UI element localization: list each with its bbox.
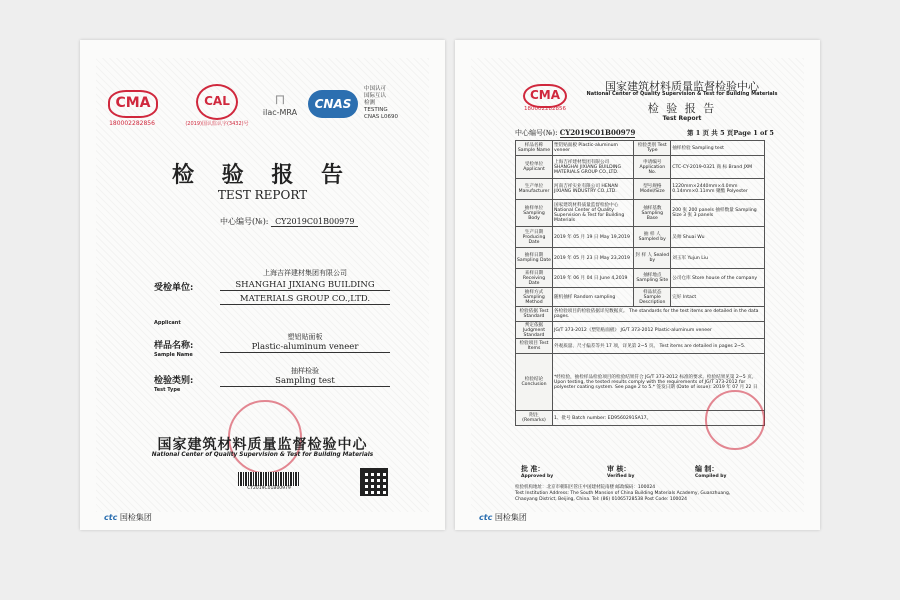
table-cell: 2019 年 05 月 19 日 May 19,2019 [553,227,634,248]
table-cell: 外观质量、尺寸偏差等共 17 项，详见第 2~5 页。 Test items are detailed in pages 2~5. [553,339,765,354]
table-cell: 抽样方式 Sampling Method [516,288,553,307]
table-cell: 抽样检验 Sampling test [671,141,765,156]
table-row [516,227,765,248]
table-row [516,156,765,179]
type-en: Sampling test [220,376,390,387]
table-cell: 检验依据 Test Standard [516,307,553,322]
cma-number: 180002282856 [109,120,155,127]
table-cell: 检验类别 Test Type [634,141,671,156]
applicant-label-en: Applicant [154,320,181,326]
ilac-mra-mark: ⊓ ilac-MRA [262,92,298,117]
table-cell: 200 张 200 panels 抽样数量 Sampling Size 3 张 3 panels [671,200,765,227]
table-row [516,322,765,339]
table-cell: 抽样地点 Sampling Site [634,269,671,288]
title-en: Test Report [662,115,702,122]
center-name-en: National Center of Quality Supervision & Test for Building Materials [151,452,374,458]
applicant-en-1: SHANGHAI JIXIANG BUILDING [220,280,390,291]
footer-logo: ctc 国检集团 [104,513,152,522]
applicant-en-2: MATERIALS GROUP CO.,LTD. [220,294,390,305]
cnas-text: 中国认可 国际互认 检测 TESTING CNAS L0690 [364,86,399,120]
table-row [516,248,765,269]
table-cell: 国家建筑材料质量监督检验中心 National Center of Quality Supervision & Test for Building Materials [553,200,634,227]
sample-en: Plastic-aluminum veneer [220,342,390,353]
cal-number: (2019)国认监认字(3432)号 [185,121,249,127]
page-info: 第 1 页 共 5 页Page 1 of 5 [687,129,774,137]
table-cell: 吴帅 Shuai Wu [671,227,765,248]
type-cn: 抽样检验 [291,367,319,375]
table-cell: 公司仓库 Store house of the company [671,269,765,288]
sample-cn: 塑铝贴面板 [287,333,323,341]
report-data-page [455,40,820,530]
table-cell: 河南吉祥实业有限公司 HENAN JIXIANG INDUSTRY CO.,LTD. [553,179,634,200]
table-row [516,179,765,200]
table-row [516,288,765,307]
type-label: 检验类别: [154,376,194,386]
table-cell: 各检验项目的检验依据详见数据页。 The standards for the test items are detailed in the data pages. [553,307,765,322]
report-cover-page [80,40,445,530]
sample-label: 样品名称: [154,341,194,351]
footer-logo: ctc 国检集团 [479,513,527,522]
table-cell: 样品状态 Sample Description [634,288,671,307]
table-cell: 完好 Intact [671,288,765,307]
table-cell: 上海吉祥建材集团有限公司 SHANGHAI JIXIANG BUILDING MATERIALS GROUP CO.,LTD. [553,156,634,179]
barcode-text: CY2019C01B00979 [247,486,291,491]
qr-code [360,468,388,496]
cma-number: 180002282856 [524,106,566,112]
table-cell: 检验项目 Test Items [516,339,553,354]
table-cell: 刘玉军 Yujun Liu [671,248,765,269]
table-cell: 受检单位 Applicant [516,156,553,179]
table-cell: CTC-CY-2019-0321 商 标 Brand JXM [671,156,765,179]
official-stamp [705,390,765,450]
table-cell: 抽样单位 Sampling Body [516,200,553,227]
table-row [516,307,765,322]
report-table [515,140,765,426]
address-block: 检验机构地址：北京市朝阳区管庄中国建材院南楼 邮政编码：100024 Test Institution Address: The South Mansion of China Building Materials Academy, Guanzhuang, Chaoyang District, Beijing, China. Tel: (86) 01065728538 Post Code: 100024 [515,485,731,502]
table-row [516,269,765,288]
table-cell: 随机抽样 Random sampling [553,288,634,307]
table-cell: 抽 样 人 Sampled by [634,227,671,248]
cnas-mark: CNAS [308,90,358,118]
sample-label-en: Sample Name [154,352,193,358]
barcode [238,472,300,486]
table-cell: 样品名称 Sample Name [516,141,553,156]
table-cell: 1、批号 Batch number: ED9560291SA17。 [553,411,765,426]
title-cn: 检 验 报 告 [647,102,717,115]
table-cell: 封 样 人 Sealed by [634,248,671,269]
table-cell: 判定依据 Judgment Standard [516,322,553,339]
table-row [516,200,765,227]
applicant-label: 受检单位: [154,283,194,293]
cma-mark: CMA [523,84,567,108]
center-number: 中心编号(№): CY2019C01B00979 [515,128,636,137]
title-en: TEST REPORT [217,188,308,202]
table-cell: 塑铝贴面板 Plastic-aluminum veneer [553,141,634,156]
cma-mark: CMA [108,90,158,118]
cal-mark: CAL [196,84,238,120]
reviewed-label: 审 核： Verified by [607,464,635,479]
table-cell: 来样日期 Receiving Date [516,269,553,288]
type-label-en: Test Type [154,387,181,393]
table-cell: 附注 (Remarks) [516,411,553,426]
table-cell: 型号规格 Model/Size [634,179,671,200]
table-cell: 2019 年 05 月 23 日 May 23,2019 [553,248,634,269]
table-cell: 1220mm×2440mm×4.0mm 0.14mm×0.11mm 聚酯 Polyester [671,179,765,200]
table-cell: 2019 年 06 月 04 日 June 4,2019 [553,269,634,288]
title-cn: 检 验 报 告 [172,162,353,188]
table-cell: 生产单位 Manufacturer [516,179,553,200]
table-cell: 申请编号 Application No. [634,156,671,179]
table-row [516,141,765,156]
applicant-cn: 上海吉祥建材集团有限公司 [263,269,347,277]
center-name-cn: 国家建筑材料质量监督检验中心 [605,80,759,93]
table-row [516,339,765,354]
table-cell: *经检验，抽检样品检验项目的检验结果符合 JG/T 373-2012 标准的要求。检验结果见第 2~5 页。Upon testing, the tested results comply with the requirements of JG/T 373-2012 for polyester coating system. See page 2 to 5.* 签发日期 (Date of issue): 2019 年 07 月 22 日 [553,354,765,411]
compiled-label: 编 制： Compiled by [695,464,727,479]
table-cell: 抽样基数 Sampling Base [634,200,671,227]
table-cell: 检验结论 Conclusion [516,354,553,411]
table-cell: 生产日期 Producing Date [516,227,553,248]
center-number: 中心编号(№): CY2019C01B00979 [220,216,358,227]
center-name-cn: 国家建筑材料质量监督检验中心 [157,437,368,453]
approved-label: 批 准： Approved by [521,464,554,479]
table-cell: 抽样日期 Sampling Date [516,248,553,269]
table-cell: JG/T 373-2012《塑铝贴面板》 JG/T 373-2012 Plastic-aluminum veneer [553,322,765,339]
center-name-en: National Center of Quality Supervision & Test for Building Materials [586,91,778,97]
